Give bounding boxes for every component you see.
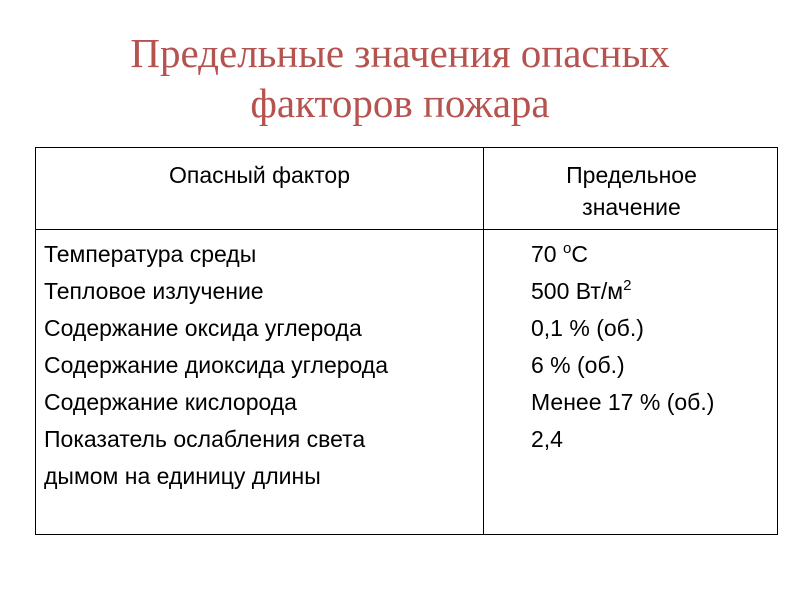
value-base: 70 bbox=[531, 241, 563, 267]
header-divider bbox=[36, 229, 777, 230]
header-limit-value-line-2: значение bbox=[582, 194, 681, 220]
value-base: Менее 17 % (об.) bbox=[531, 389, 715, 415]
value-base: 0,1 % (об.) bbox=[531, 315, 644, 341]
factor-cell: Содержание оксида углерода bbox=[44, 315, 362, 341]
header-limit-value bbox=[484, 159, 779, 223]
slide-title bbox=[0, 28, 800, 128]
value-cell bbox=[531, 310, 776, 347]
value-cell bbox=[531, 384, 776, 421]
value-cell bbox=[531, 421, 776, 458]
value-base: 6 % (об.) bbox=[531, 352, 625, 378]
factor-column bbox=[44, 236, 480, 495]
value-superscript: о bbox=[562, 240, 572, 257]
factor-cell: Температура среды bbox=[44, 241, 257, 267]
value-base: 2,4 bbox=[531, 426, 563, 452]
factor-cell-line-1: Показатель ослабления света bbox=[44, 426, 366, 452]
value-superscript: 2 bbox=[623, 277, 632, 294]
factor-cell: Содержание кислорода bbox=[44, 389, 297, 415]
header-limit-value-line-1: Предельное bbox=[566, 162, 697, 188]
factor-cell-line-2: дымом на единицу длины bbox=[44, 463, 321, 489]
value-cell bbox=[531, 273, 776, 310]
factor-cell-multiline bbox=[44, 421, 480, 495]
value-cell bbox=[531, 236, 776, 273]
factor-cell: Тепловое излучение bbox=[44, 278, 264, 304]
slide-title-line-1: Предельные значения опасных bbox=[130, 30, 670, 76]
header-factor: Опасный фактор bbox=[168, 162, 350, 188]
value-column bbox=[531, 236, 776, 458]
hazard-limits-table bbox=[35, 147, 778, 535]
factor-cell: Содержание диоксида углерода bbox=[44, 352, 389, 378]
value-base: 500 Вт/м bbox=[531, 278, 624, 304]
slide-title-line-2: факторов пожара bbox=[250, 80, 550, 126]
value-tail: С bbox=[571, 241, 588, 267]
value-cell bbox=[531, 347, 776, 384]
